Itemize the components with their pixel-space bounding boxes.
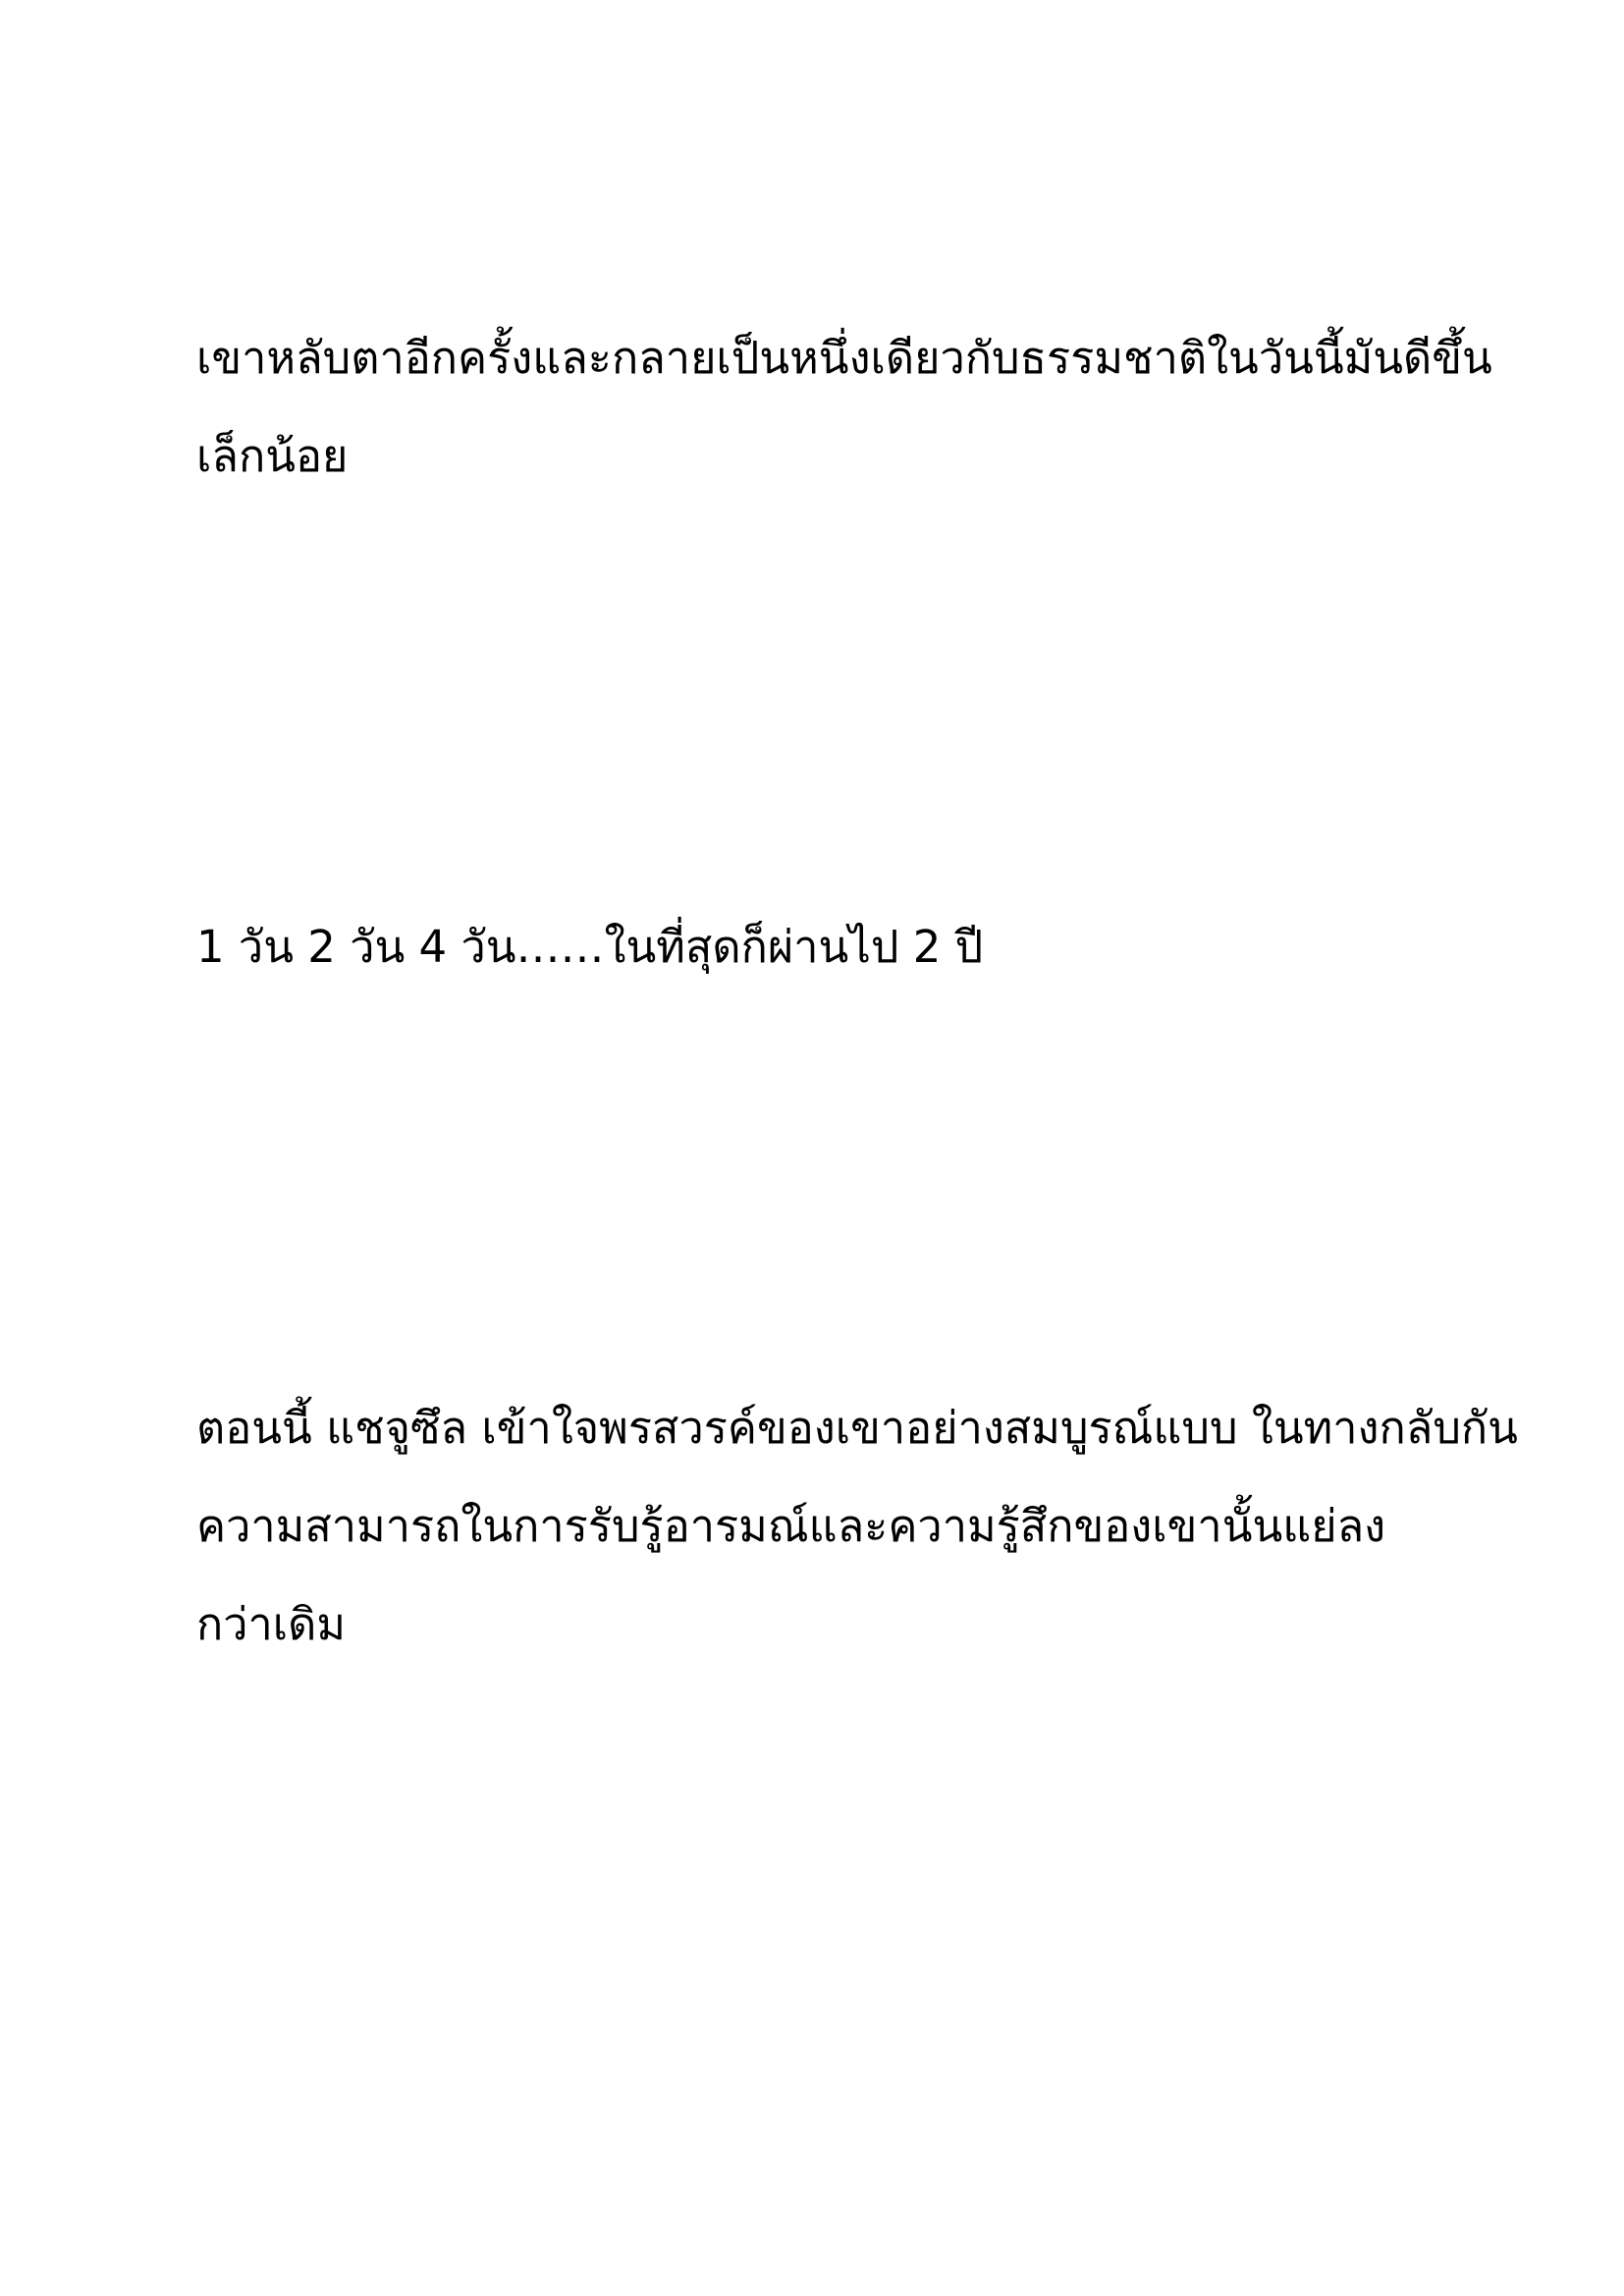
paragraph-1-line-2: เล็กน้อย xyxy=(196,430,349,482)
paragraph-1-line-1: เขาหลับตาอีกครั้งและกลายเป็นหนึ่งเดียวกับธรรมชาติในวันนี้มันดีขึ้น xyxy=(196,332,1492,384)
paragraph-3-line-2: ความสามารถในการรับรู้อารมณ์และความรู้สึกของเขานั้นแย่ลง xyxy=(196,1500,1386,1552)
paragraph-3-line-3: กว่าเดิม xyxy=(196,1598,347,1650)
paragraph-3-line-1: ตอนนี้ แชจูซึล เข้าใจพรสวรค์ของเขาอย่างสมบูรณ์แบบ ในทางกลับกัน xyxy=(196,1402,1518,1454)
paragraph-2 xyxy=(196,898,1453,996)
paragraph-2-line-1: 1 วัน 2 วัน 4 วัน……ในที่สุดก็ผ่านไป 2 ปี xyxy=(196,921,984,973)
paragraph-3 xyxy=(196,1379,1518,1674)
paragraph-1 xyxy=(196,309,1492,506)
